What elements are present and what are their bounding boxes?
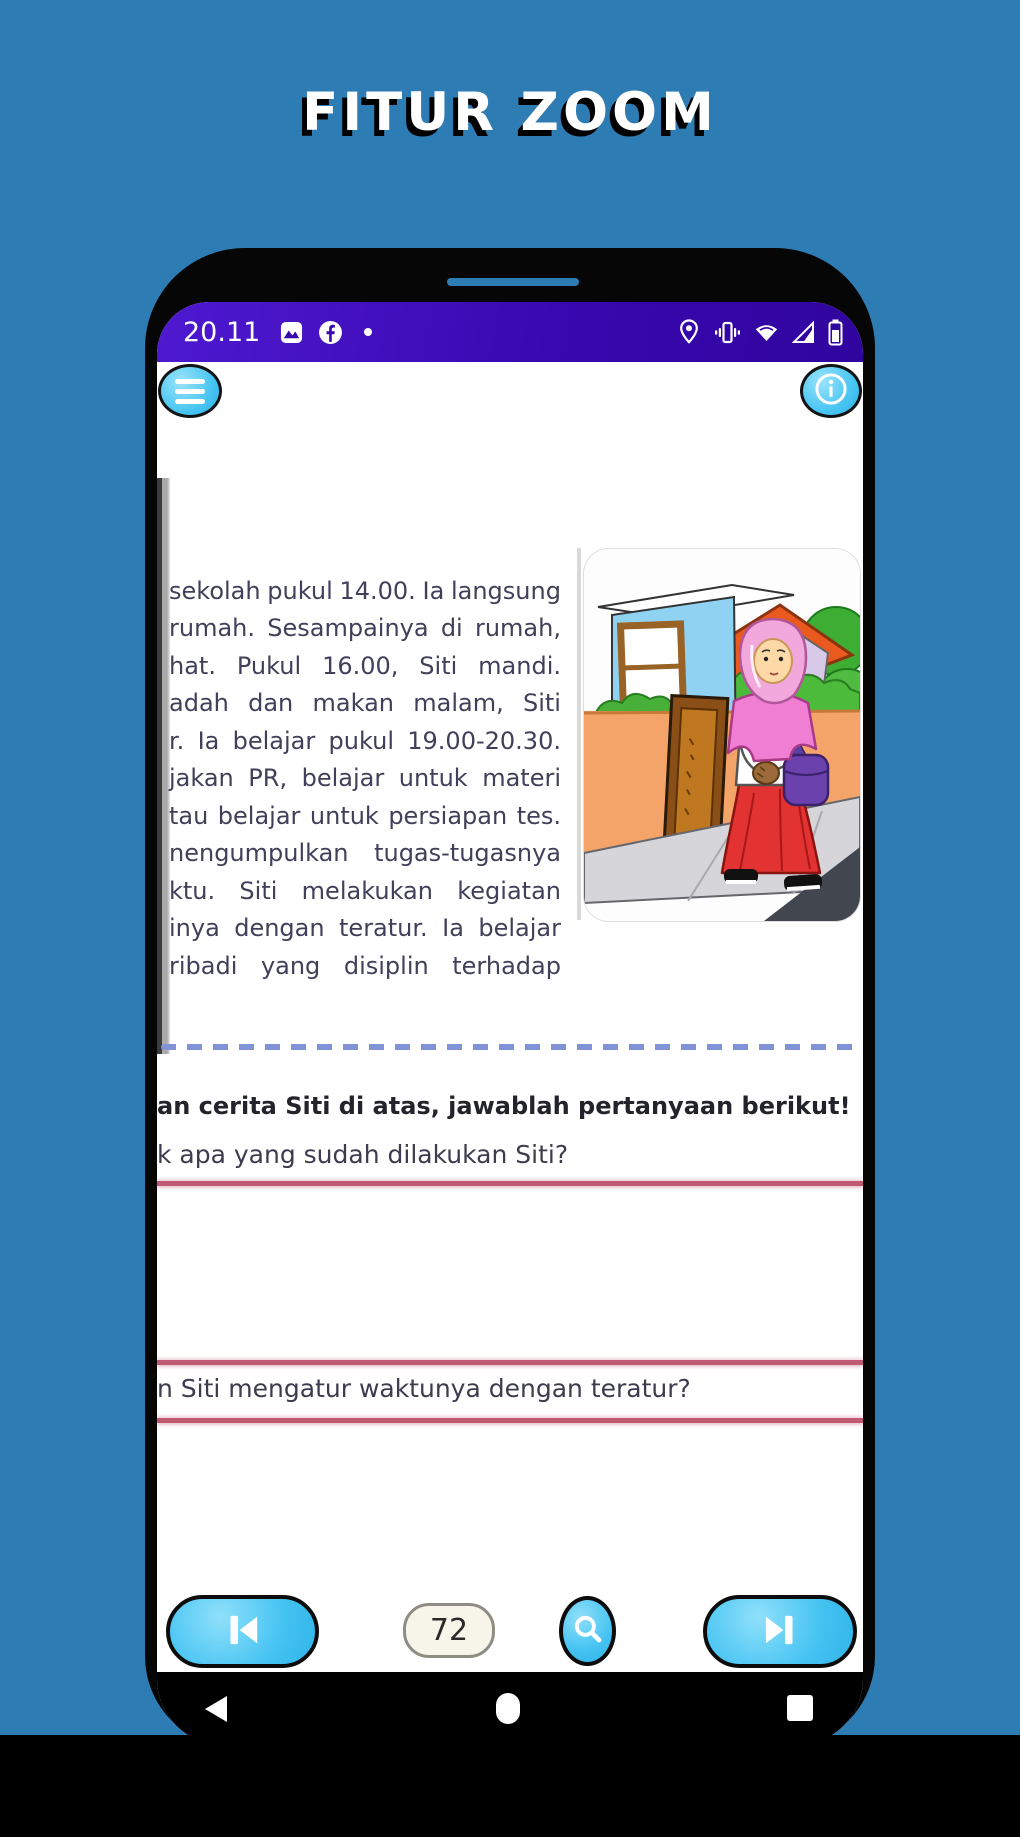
gallery-icon bbox=[280, 321, 303, 344]
phone-mockup bbox=[145, 248, 875, 1748]
info-icon bbox=[813, 371, 849, 411]
skip-next-icon bbox=[760, 1610, 800, 1654]
skip-previous-icon bbox=[223, 1610, 263, 1654]
search-zoom-button[interactable] bbox=[559, 1596, 616, 1666]
back-button[interactable] bbox=[205, 1696, 227, 1722]
paragraph-line: inya dengan teratur. Ia belajar bbox=[169, 914, 561, 943]
answer-rule-line bbox=[157, 1181, 863, 1186]
signal-icon bbox=[792, 321, 815, 344]
status-bar bbox=[157, 302, 863, 362]
hamburger-icon bbox=[175, 379, 205, 404]
bottom-black-band bbox=[0, 1735, 1020, 1837]
paragraph-line: tau belajar untuk persiapan tes. bbox=[169, 801, 561, 830]
home-button[interactable] bbox=[496, 1693, 520, 1724]
previous-page-button[interactable] bbox=[166, 1595, 319, 1668]
wifi-icon bbox=[754, 321, 779, 343]
battery-icon bbox=[828, 319, 843, 346]
status-time: 20.11 bbox=[183, 316, 261, 348]
page-title: FITUR ZOOM bbox=[302, 82, 718, 143]
phone-screen bbox=[157, 302, 863, 1745]
question-2: n Siti mengatur waktunya dengan teratur? bbox=[157, 1374, 691, 1403]
paragraph-line: hat. Pukul 16.00, Siti mandi. bbox=[169, 651, 561, 680]
answer-rule-line bbox=[157, 1360, 863, 1365]
location-icon bbox=[677, 318, 701, 346]
next-page-button[interactable] bbox=[703, 1595, 857, 1668]
info-button[interactable] bbox=[800, 364, 862, 418]
instruction-heading: an cerita Siti di atas, jawablah pertanyaan berikut! bbox=[157, 1092, 851, 1120]
facebook-icon bbox=[318, 320, 343, 345]
recents-button[interactable] bbox=[787, 1695, 813, 1721]
paragraph-line: sekolah pukul 14.00. Ia langsung bbox=[169, 576, 561, 605]
paragraph-line: adah dan makan malam, Siti bbox=[169, 689, 561, 718]
speaker-slot bbox=[447, 278, 579, 286]
answer-rule-line bbox=[157, 1418, 863, 1423]
paragraph-line: ribadi yang disiplin terhadap bbox=[169, 951, 561, 980]
paragraph-line: jakan PR, belajar untuk materi bbox=[169, 764, 561, 793]
vibrate-icon bbox=[714, 320, 741, 345]
page-number-field[interactable]: 72 bbox=[403, 1603, 495, 1658]
dashed-separator bbox=[161, 1044, 857, 1050]
paragraph-line: r. Ia belajar pukul 19.00-20.30. bbox=[169, 726, 561, 755]
question-1: k apa yang sudah dilakukan Siti? bbox=[157, 1140, 569, 1169]
menu-button[interactable] bbox=[158, 364, 222, 418]
paragraph-line: nengumpulkan tugas-tugasnya bbox=[169, 839, 561, 868]
notification-dot-icon bbox=[364, 328, 372, 336]
paragraph-line: ktu. Siti melakukan kegiatan bbox=[169, 876, 561, 905]
paragraph-line: rumah. Sesampainya di rumah, bbox=[169, 614, 561, 643]
illustration-left-edge bbox=[577, 548, 581, 920]
story-paragraph bbox=[169, 572, 561, 985]
magnifier-icon bbox=[571, 1612, 605, 1650]
story-illustration bbox=[583, 548, 861, 922]
